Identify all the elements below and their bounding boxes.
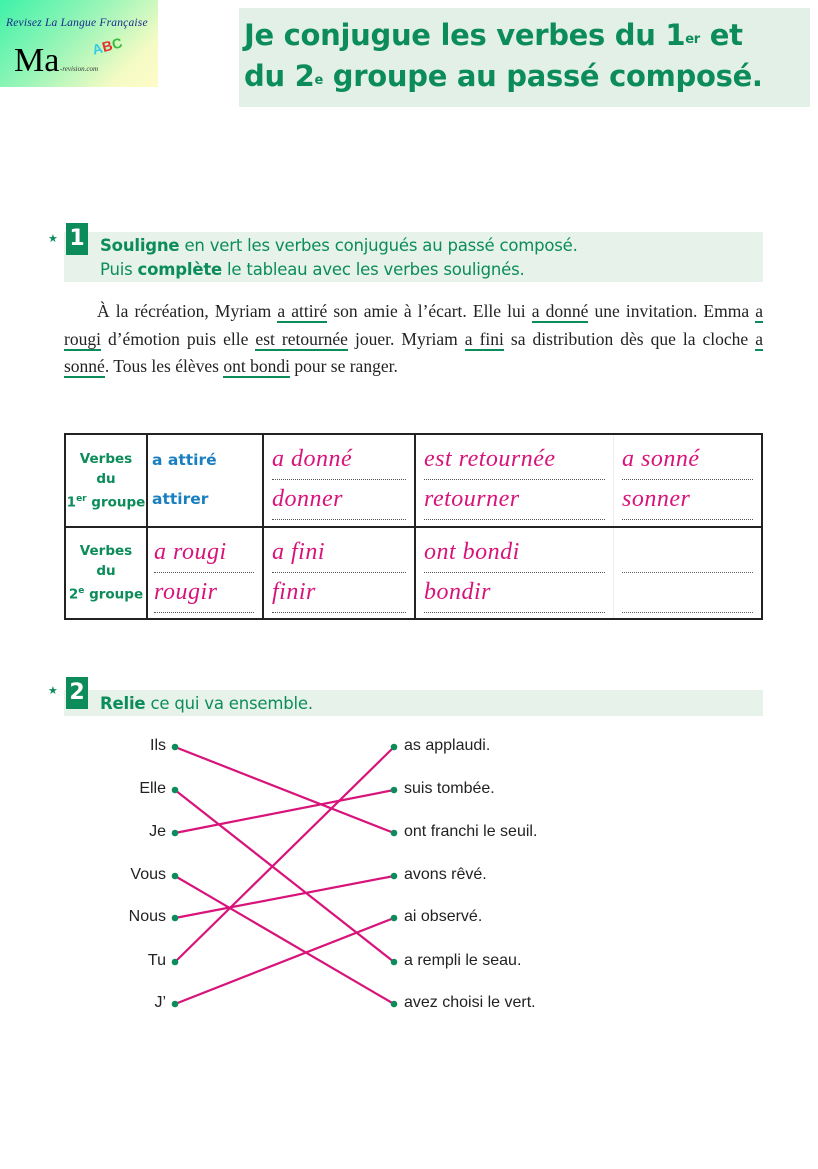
match-dot-icon	[172, 959, 179, 966]
match-dot-icon	[391, 744, 398, 751]
match-link	[175, 876, 394, 1004]
abc-icon: ABC	[90, 34, 124, 58]
match-dot-icon	[391, 959, 398, 966]
row-header-1st-group: Verbes du 1er groupe	[65, 434, 147, 527]
exercise-number: 1	[66, 223, 88, 255]
answer-conjugated[interactable]: a rougi	[154, 533, 254, 573]
logo-tagline: Revisez La Langue Française	[6, 17, 148, 29]
logo-domain: -revision.com	[60, 65, 99, 73]
subject-pronoun[interactable]: Je	[149, 823, 166, 840]
answer-infinitive[interactable]: rougir	[154, 573, 254, 613]
match-dot-icon	[391, 787, 398, 794]
answer-infinitive[interactable]: finir	[272, 573, 406, 613]
verb-phrase[interactable]: avons rêvé.	[404, 866, 487, 883]
logo-brand: Ma	[14, 42, 60, 79]
underlined-verb: ont bondi	[223, 356, 290, 376]
text-run: jouer. Myriam	[347, 328, 465, 349]
exercise-1-instruction: Souligne en vert les verbes conjugués au passé composé. Puis complète le tableau avec les verbes soulignés.	[100, 236, 578, 279]
answer-infinitive[interactable]: retourner	[424, 480, 605, 520]
verb-phrase[interactable]: suis tombée.	[404, 780, 495, 797]
match-link	[175, 790, 394, 962]
answer-conjugated[interactable]: est retournée	[424, 440, 605, 480]
text-run: son amie à l’écart. Elle lui	[327, 301, 532, 321]
verb-phrase[interactable]: a rempli le seau.	[404, 952, 522, 969]
text-run: pour se ranger.	[289, 356, 398, 376]
exercise-number: 2	[66, 677, 88, 709]
row-header-2nd-group: Verbes du 2e groupe	[65, 527, 147, 620]
match-dot-icon	[172, 787, 179, 794]
exercise-2-instruction: Relie ce qui va ensemble.	[100, 694, 313, 713]
underlined-verb: a sonné	[64, 328, 764, 376]
subject-pronoun[interactable]: Elle	[139, 780, 166, 797]
answer-conjugated[interactable]: a fini	[272, 533, 406, 573]
match-dot-icon	[391, 1001, 398, 1008]
subject-pronoun[interactable]: J’	[154, 994, 166, 1011]
answer-infinitive[interactable]: bondir	[424, 573, 605, 613]
match-dot-icon	[391, 915, 398, 922]
page-title: Je conjugue les verbes du 1er et du 2e groupe au passé composé.	[244, 18, 763, 93]
answer-conjugated[interactable]: a sonné	[622, 440, 753, 480]
example-conjugated: a attiré	[152, 451, 217, 470]
match-dot-icon	[391, 830, 398, 837]
match-dot-icon	[172, 744, 179, 751]
text-run: d’émotion puis elle	[100, 328, 256, 349]
match-link	[175, 747, 394, 833]
match-dot-icon	[172, 1001, 179, 1008]
match-dot-icon	[172, 873, 179, 880]
underlined-verb: a fini	[464, 328, 504, 349]
example-infinitive: attirer	[152, 490, 209, 509]
underlined-verb: a rougi	[64, 301, 763, 349]
subject-pronoun[interactable]: Vous	[130, 866, 166, 883]
answer-conjugated[interactable]: ont bondi	[424, 533, 605, 573]
underlined-verb: est retournée	[255, 328, 348, 349]
match-dot-icon	[391, 873, 398, 880]
verb-phrase[interactable]: avez choisi le vert.	[404, 994, 536, 1011]
match-dot-icon	[172, 915, 179, 922]
match-dot-icon	[172, 830, 179, 837]
underlined-verb: a donné	[531, 301, 589, 321]
verb-phrase[interactable]: ai observé.	[404, 908, 483, 925]
underlined-verb: a attiré	[277, 301, 328, 321]
match-link	[175, 876, 394, 918]
text-run: sa distribution dès que la cloche	[503, 328, 756, 349]
difficulty-star-icon: ★	[48, 233, 58, 245]
answer-conjugated[interactable]: a donné	[272, 440, 406, 480]
match-link	[175, 790, 394, 833]
answer-infinitive[interactable]: donner	[272, 480, 406, 520]
subject-pronoun[interactable]: Tu	[147, 952, 166, 969]
subject-pronoun[interactable]: Nous	[128, 908, 166, 925]
subject-pronoun[interactable]: Ils	[150, 737, 166, 754]
text-run: . Tous les élèves	[104, 356, 224, 376]
text-run: À la récréation, Myriam	[97, 301, 278, 321]
difficulty-star-icon: ★	[48, 685, 58, 697]
verb-phrase[interactable]: ont franchi le seuil.	[404, 823, 538, 840]
verb-phrase[interactable]: as applaudi.	[404, 737, 491, 754]
text-run: une invitation. Emma	[588, 301, 756, 321]
answer-infinitive[interactable]: sonner	[622, 480, 753, 520]
